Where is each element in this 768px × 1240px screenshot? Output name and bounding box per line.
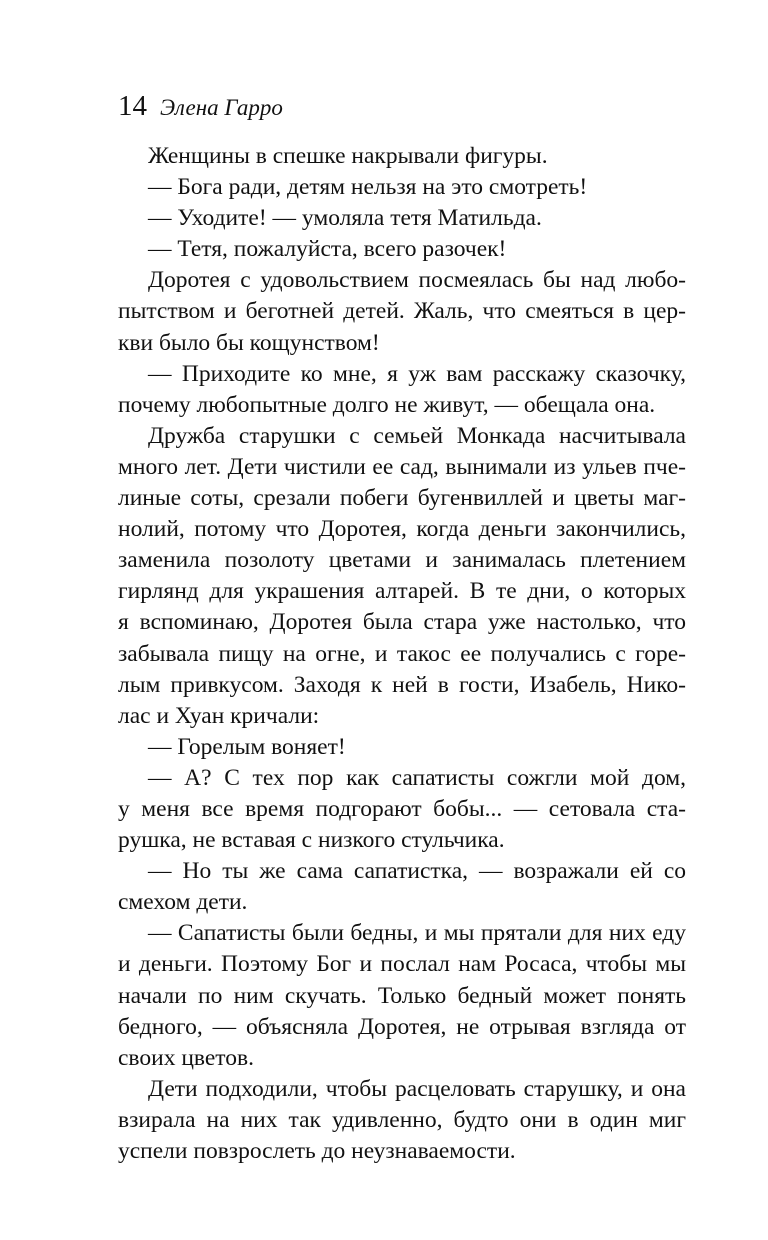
text-line: Женщины в спешке накрывали фигуры. [148,143,548,169]
text-line: Дети подходили, чтобы расцеловать старушку, и она [148,1075,686,1102]
text-line: линые соты, срезали побеги бугенвиллей и цветы маг- [118,485,686,512]
paragraph [118,234,686,265]
text-line: — Бога ради, детям нельзя на это смотреть! [148,174,588,201]
paragraph [118,763,686,856]
text-line: рушка, не вставая с низкого стульчика. [118,827,505,854]
text-line: — Приходите ко мне, я уж вам расскажу сказочку, [148,360,686,387]
text-line: много лет. Дети чистили ее сад, вынимали из ульев пче- [118,453,686,480]
text-line: — Уходите! — умоляла тетя Матильда. [148,205,542,232]
text-line: лым привкусом. Заходя к ней в гости, Изабель, Нико- [118,671,686,698]
text-line: начали по ним скучать. Только бедный может понять [118,982,686,1009]
text-line: я вспоминаю, Доротея была стара уже настолько, что [118,609,686,636]
paragraph [118,1074,686,1167]
paragraph [118,172,686,203]
paragraph [118,856,686,918]
text-line: кви было бы кощунством! [118,329,380,356]
text-line: и деньги. Поэтому Бог и послал нам Росаса, чтобы мы [118,951,686,978]
text-line: пытством и беготней детей. Жаль, что смеяться в цер- [118,298,686,325]
paragraph [118,203,686,234]
text-line: Доротея с удовольствием посмеялась бы над любо- [148,267,686,294]
text-line: лас и Хуан кричали: [118,702,320,729]
paragraph [118,732,686,763]
text-line: почему любопытные долго не живут, — обещала она. [118,391,656,418]
text-line: — Сапатисты были бедны, и мы прятали для них еду [148,920,686,947]
page-number: 14 [118,90,147,122]
text-line: успели повзрослеть до неузнаваемости. [118,1138,516,1164]
paragraph [118,918,686,1073]
text-line: — Но ты же сама сапатистка, — возражали ей со [148,858,686,885]
text-line: нолий, потому что Доротея, когда деньги закончились, [118,516,686,543]
text-line: гирлянд для украшения алтарей. В те дни, о которых [118,578,686,605]
body-text [118,141,686,1167]
running-head [118,86,283,126]
paragraph [118,359,686,421]
text-line: забывала пищу на огне, и такос ее получались с горе- [118,640,686,667]
paragraph [118,141,686,172]
text-line: смехом дети. [118,889,248,916]
text-line: взирала на них так удивленно, будто они в один миг [118,1106,686,1133]
text-line: — Тетя, пожалуйста, всего разочек! [148,236,507,263]
text-line: бедного, — объясняла Доротея, не отрывая взгляда от [118,1013,686,1040]
text-line: Дружба старушки с семьей Монкада насчитывала [148,422,686,449]
text-line: своих цветов. [118,1044,254,1071]
text-line: — Горелым воняет! [148,733,346,760]
text-line: у меня все время подгорают бобы... — сетовала ста- [118,795,686,822]
text-line: — А? С тех пор как сапатисты сожгли мой дом, [148,764,686,791]
text-line: заменила позолоту цветами и занималась плетением [118,547,686,574]
paragraph [118,421,686,732]
author-name: Элена Гарро [160,95,283,120]
paragraph [118,265,686,358]
